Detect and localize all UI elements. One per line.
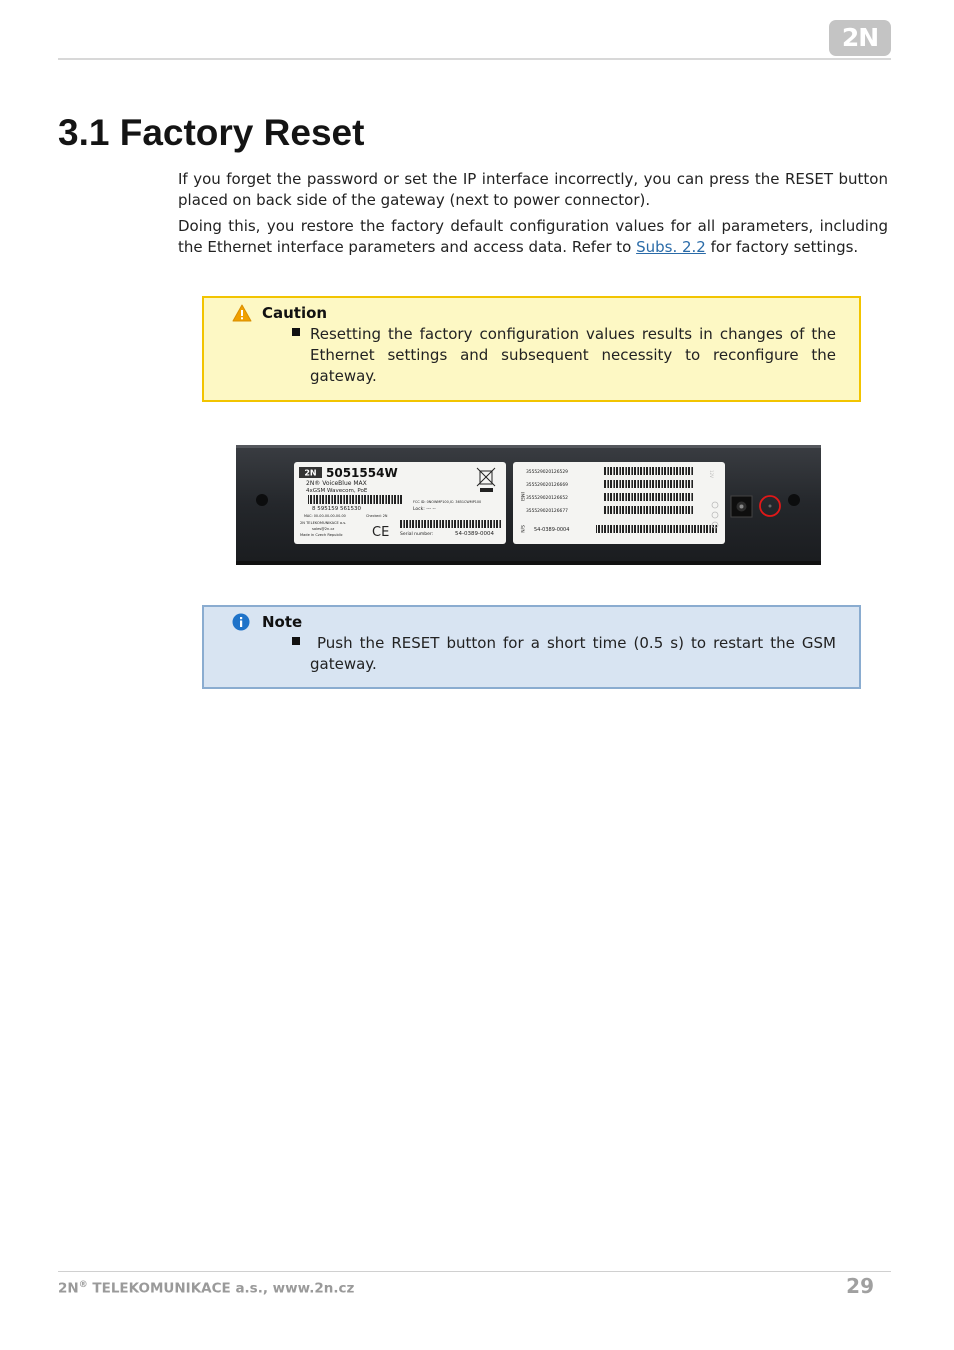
label-sn: 54-0389-0004 xyxy=(534,527,570,533)
label-company: 2N TELEKOMUNIKACE a.s. xyxy=(300,521,347,525)
label-brand: 2N xyxy=(304,468,317,478)
restore-text: Doing this, you restore the factory default configuration values for all parameters, including the Ethernet interface parameters and access data. Refer to xyxy=(178,217,888,256)
restore-paragraph xyxy=(178,216,888,258)
label-lock: Lock: --- -- xyxy=(413,507,436,512)
caution-bullet xyxy=(292,328,300,336)
intro-paragraph: If you forget the password or set the IP interface incorrectly, you can press the RESET button placed on back side of the gateway (next to power connector). xyxy=(178,170,888,209)
warning-icon xyxy=(232,304,252,322)
caution-text: Resetting the factory configuration values results in changes of the Ethernet settings and subsequent necessity to reconfigure the gateway. xyxy=(310,325,836,385)
note-bullet xyxy=(292,637,300,645)
gateway-back-panel-image xyxy=(236,445,821,565)
note-box xyxy=(202,605,861,689)
label-mac: MAC: 00-00-00-00-00-00 xyxy=(304,514,346,518)
label-sn-title: S/N xyxy=(519,525,524,533)
info-icon xyxy=(232,613,252,631)
label-product-name: 2N® VoiceBlue MAX xyxy=(306,480,367,487)
registered-mark: ® xyxy=(78,1280,88,1290)
label-serial: 54-0389-0004 xyxy=(455,531,494,537)
brand-logo: 2N xyxy=(829,20,891,56)
caution-title: Caution xyxy=(262,304,328,322)
imei-2: 355529020126669 xyxy=(526,483,568,488)
footer-rule xyxy=(58,1271,891,1272)
footer-company xyxy=(58,1280,354,1297)
label-made-in: Made in Czech Republic xyxy=(300,533,343,537)
label-fcc: FCC ID: 0NOWMP100,IC: 3651CWMP100 xyxy=(413,500,482,504)
footer-company-text: TELEKOMUNIKACE a.s., www.2n.cz xyxy=(87,1280,355,1297)
label-model-code: 5051554W xyxy=(326,466,398,480)
page-number: 29 xyxy=(846,1274,874,1298)
imei-3: 355529020126652 xyxy=(526,496,568,501)
reset-button xyxy=(769,505,772,508)
label-email: sales@2n.cz xyxy=(312,527,335,531)
label-barcode-number: 8 595159 561530 xyxy=(312,506,361,512)
restore-text-end: for factory settings. xyxy=(705,238,859,256)
header-rule xyxy=(58,58,891,60)
label-imei-title: IMEI xyxy=(519,492,524,502)
note-title: Note xyxy=(262,613,303,631)
note-text: Push the RESET button for a short time (0.5 s) to restart the GSM gateway. xyxy=(310,634,836,673)
page-title: 3.1 Factory Reset xyxy=(58,112,365,153)
ce-mark-icon: CE xyxy=(372,525,390,540)
subsection-link[interactable]: Subs. 2.2 xyxy=(636,238,706,256)
mounting-hole-right xyxy=(788,494,800,506)
caution-box xyxy=(202,296,861,402)
imei-1: 355529020126529 xyxy=(526,470,568,475)
imei-4: 355529020126677 xyxy=(526,509,568,514)
label-checked: Checked: 2N xyxy=(366,514,388,518)
mounting-hole-left xyxy=(256,494,268,506)
power-label: 12V xyxy=(709,470,714,478)
footer-brand: 2N xyxy=(58,1280,79,1297)
label-product-desc: 4xGSM Wavecom, PoE xyxy=(306,488,368,494)
label-serial-label: Serial number: xyxy=(400,532,434,537)
